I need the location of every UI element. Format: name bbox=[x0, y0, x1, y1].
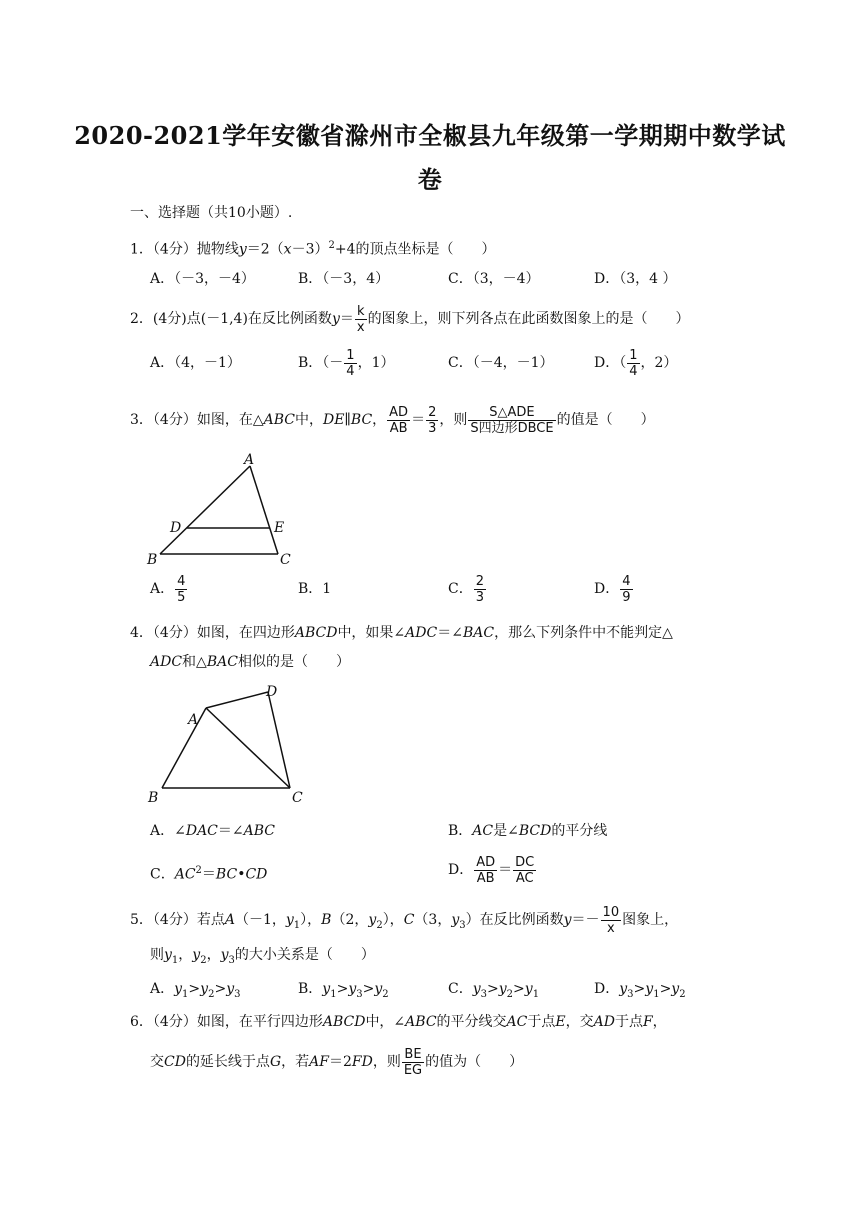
question-2-option-c[interactable]: C．（－4，－1） bbox=[448, 355, 554, 371]
question-6-stem-line2: 交CD的延长线于点G，若AF＝2FD，则 $\frac{BE}{EG}$ 的值为（ ） bbox=[150, 1046, 524, 1078]
question-5-stem-line1: 5．（4分）若点A（－1，$y_1$），B（2，$y_2$），C（3，$y_3$）在反比例函数y＝－ $\frac{10}{x}$ 图象上， bbox=[130, 904, 679, 936]
question-5-option-a[interactable]: A．$y_1>y_2>y_3$ bbox=[150, 981, 241, 1000]
question-2-option-a[interactable]: A．（4，－1） bbox=[150, 355, 241, 371]
section-header: 一、选择题（共10小题）. bbox=[130, 205, 293, 221]
question-4-figure bbox=[140, 678, 320, 808]
question-5-option-b[interactable]: B．$y_1>y_3>y_2$ bbox=[298, 981, 389, 1000]
question-2-option-b[interactable]: B．（－ $\frac{1}{4}$ ，1） bbox=[298, 347, 395, 379]
question-3-figure bbox=[140, 448, 310, 572]
question-2-option-d[interactable]: D．（ $\frac{1}{4}$ ，2） bbox=[594, 347, 678, 379]
label-e: E bbox=[274, 520, 285, 536]
question-3-option-b[interactable]: B．1 bbox=[298, 581, 332, 597]
side-ab bbox=[160, 466, 250, 554]
question-3-option-a[interactable]: A． $\frac{4}{5}$ bbox=[150, 573, 186, 605]
question-3-option-d[interactable]: D． $\frac{4}{9}$ bbox=[594, 573, 631, 605]
exam-title-line2: 卷 bbox=[417, 165, 443, 194]
question-3-option-c[interactable]: C． $\frac{2}{3}$ bbox=[448, 573, 484, 605]
label-b: B bbox=[147, 552, 158, 568]
question-4-option-b[interactable]: B．AC是∠BCD的平分线 bbox=[448, 823, 608, 839]
question-4-option-a[interactable]: A．∠DAC＝∠ABC bbox=[150, 823, 275, 839]
label-d: D bbox=[170, 520, 182, 536]
question-5-stem-line2: 则$y_1$，$y_2$，$y_3$的大小关系是（ ） bbox=[150, 947, 375, 966]
question-1-stem: 1．（4分）抛物线$y=2(x-3)^2+4$的顶点坐标是（ ） bbox=[130, 240, 496, 258]
question-1-option-c[interactable]: C．（3，－4） bbox=[448, 271, 540, 287]
question-2-stem: 2．(4分)点(－1,4)在反比例函数y＝ $\frac{k}{x}$ 的图象上，则下列各点在此函数图象上的是（ ） bbox=[130, 303, 690, 335]
diagonal-ac bbox=[206, 708, 290, 788]
label-a: A bbox=[244, 452, 255, 468]
label-a: A bbox=[188, 712, 199, 728]
label-c: C bbox=[280, 552, 291, 568]
side-ad bbox=[206, 692, 268, 708]
question-4-stem-line2: ADC和△BAC相似的是（ ） bbox=[150, 654, 350, 670]
question-6-stem-line1: 6．（4分）如图，在平行四边形ABCD中，∠ABC的平分线交AC于点E，交AD于点F， bbox=[130, 1014, 667, 1030]
side-dc bbox=[268, 692, 290, 788]
question-4-option-c[interactable]: C．$AC^2=BC•CD$ bbox=[150, 865, 268, 883]
question-4-stem-line1: 4．（4分）如图，在四边形ABCD中，如果∠ADC＝∠BAC，那么下列条件中不能判定△ bbox=[130, 625, 673, 641]
question-1-option-b[interactable]: B．（－3，4） bbox=[298, 271, 390, 287]
question-1-option-d[interactable]: D．（3，4 ） bbox=[594, 271, 677, 287]
question-5-option-c[interactable]: C．$y_3>y_2>y_1$ bbox=[448, 981, 540, 1000]
label-b: B bbox=[148, 790, 159, 806]
question-1-option-a[interactable]: A．（－3，－4） bbox=[150, 271, 255, 287]
side-ab bbox=[162, 708, 206, 788]
label-c: C bbox=[292, 790, 303, 806]
question-5-option-d[interactable]: D．$y_3>y_1>y_2$ bbox=[594, 981, 686, 1000]
question-4-option-d[interactable]: D． $\frac{AD}{AB}$ ＝ $\frac{DC}{AC}$ bbox=[448, 854, 535, 886]
exam-title-line1: 2020-2021学年安徽省滁州市全椒县九年级第一学期期中数学试 bbox=[74, 121, 786, 150]
label-d: D bbox=[266, 684, 278, 700]
question-3-stem: 3．（4分）如图，在△ABC中，DE∥BC， $\frac{AD}{AB}$ ＝ $\frac{2}{3}$ ，则 $\frac{\text{S△ADE}}{\text{S四边形DBCE}}$ 的值是（ ） bbox=[130, 404, 655, 436]
side-ac bbox=[250, 466, 278, 554]
